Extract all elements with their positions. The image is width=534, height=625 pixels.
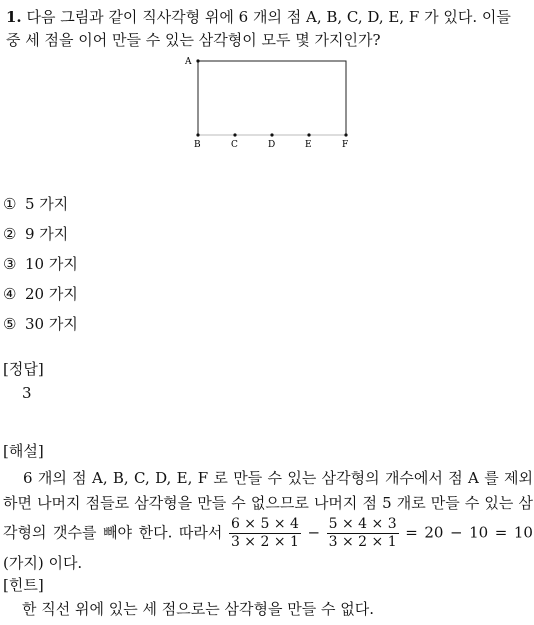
choice-number: ② <box>3 225 17 243</box>
result: = 20 − 10 = 10 <box>405 523 533 542</box>
rectangle-figure <box>180 52 360 156</box>
fraction-2-numerator: 5 × 4 × 3 <box>328 516 397 532</box>
choices <box>3 193 78 343</box>
choice-3[interactable] <box>3 253 78 283</box>
answer-value: 3 <box>22 384 32 402</box>
answer-label: [정답] <box>3 360 44 378</box>
choice-text: 30 가지 <box>25 315 78 333</box>
point-b <box>196 133 199 136</box>
hint-label: [힌트] <box>3 576 44 594</box>
question <box>6 6 530 52</box>
choice-text: 10 가지 <box>25 255 78 273</box>
hint-text: 한 직선 위에 있는 세 점으로는 삼각형을 만들 수 없다. <box>22 600 374 618</box>
choice-1[interactable] <box>3 193 78 223</box>
fraction-1-numerator: 6 × 5 × 4 <box>230 516 299 532</box>
explanation-label: [해설] <box>3 442 44 460</box>
label-e: E <box>305 140 312 150</box>
fraction-2-denominator: 3 × 2 × 1 <box>328 534 397 550</box>
choice-5[interactable] <box>3 313 78 343</box>
choice-text: 20 가지 <box>25 285 78 303</box>
choice-text: 9 가지 <box>25 225 69 243</box>
choice-number: ③ <box>3 255 17 273</box>
point-d <box>270 133 273 136</box>
choice-number: ⑤ <box>3 315 17 333</box>
explanation-tail: (가지) 이다. <box>3 554 83 572</box>
fraction-2 <box>327 516 399 551</box>
fraction-1 <box>229 516 301 551</box>
point-e <box>307 133 310 136</box>
label-a: A <box>185 57 192 67</box>
choice-number: ④ <box>3 285 17 303</box>
rectangle <box>198 61 346 135</box>
label-c: C <box>231 140 238 150</box>
question-number: 1. <box>6 8 22 26</box>
minus-sign: − <box>307 523 321 542</box>
fraction-1-denominator: 3 × 2 × 1 <box>230 534 299 550</box>
point-f <box>344 133 347 136</box>
choice-2[interactable] <box>3 223 78 253</box>
question-text: 다음 그림과 같이 직사각형 위에 6 개의 점 A, B, C, D, E, F 가 있다. 이들 중 세 점을 이어 만들 수 있는 삼각형이 모두 몇 가지인가? <box>6 8 511 49</box>
choice-number: ① <box>3 195 17 213</box>
point-a <box>196 59 199 62</box>
label-b: B <box>194 140 201 150</box>
choice-text: 5 가지 <box>25 195 69 213</box>
point-c <box>233 133 236 136</box>
explanation <box>3 466 533 576</box>
explanation-text: 6 개의 점 A, B, C, D, E, F 로 만들 수 있는 삼각형의 개수에서 점 A 를 제외하면 나머지 점들로 삼각형을 만들 수 없으므로 나머지 점 5 개로 만들 수 있는 삼각형의 갯수를 빼야 한다. 따라서 <box>3 469 533 542</box>
choice-4[interactable] <box>3 283 78 313</box>
label-d: D <box>268 140 276 150</box>
label-f: F <box>342 140 349 150</box>
